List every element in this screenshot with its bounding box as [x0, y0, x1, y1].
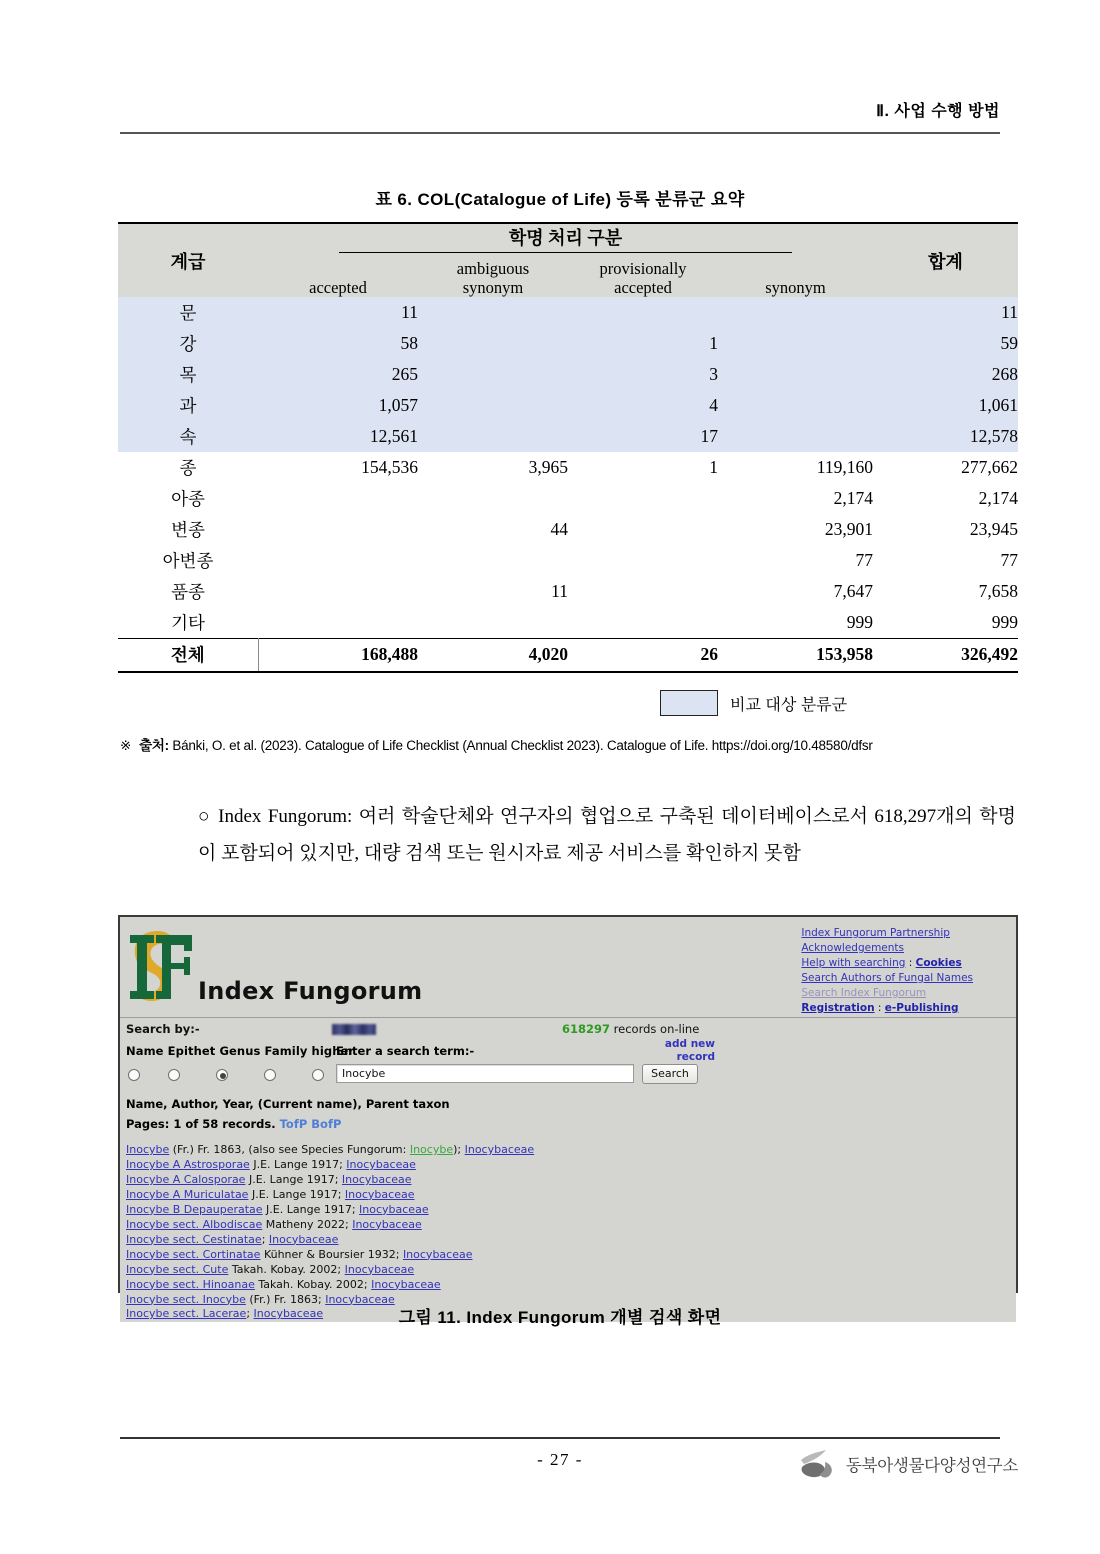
- result-parent-taxon-link[interactable]: Inocybaceae: [359, 1202, 429, 1216]
- result-author-year: J.E. Lange 1917;: [249, 1157, 347, 1171]
- cell-ambiguous-synonym: [418, 421, 568, 452]
- result-row: [126, 1233, 1016, 1248]
- cell-total: 277,662: [961, 457, 1018, 477]
- source-label: 출처:: [139, 738, 169, 753]
- results-list: [120, 1137, 1016, 1322]
- cell-rank: 변종: [171, 520, 205, 540]
- cell-accepted: 154,536: [361, 457, 418, 477]
- cell-synonym: 153,958: [718, 638, 873, 672]
- cell-provisionally-accepted: 1: [709, 457, 718, 477]
- result-author-year: J.E. Lange 1917;: [245, 1172, 342, 1186]
- result-parent-taxon-link[interactable]: Inocybaceae: [344, 1187, 415, 1201]
- result-author-year: ;: [261, 1232, 269, 1246]
- search-button[interactable]: Search: [642, 1064, 698, 1084]
- records-online: [562, 1022, 699, 1036]
- site-title: Index Fungorum: [198, 977, 423, 1005]
- records-count: 618297: [562, 1022, 611, 1036]
- cell-total: 2,174: [978, 488, 1018, 508]
- cell-accepted: 12,561: [258, 421, 418, 452]
- result-parent-taxon-link[interactable]: Inocybaceae: [253, 1307, 324, 1321]
- result-row: [126, 1278, 1016, 1293]
- table-row: [118, 359, 1018, 390]
- cell-synonym: 77: [855, 550, 873, 570]
- result-author-year: J.E. Lange 1917;: [248, 1187, 345, 1201]
- cell-synonym: 23,901: [824, 519, 873, 539]
- cell-ambiguous-synonym: [418, 359, 568, 390]
- result-name-link[interactable]: Inocybe A Astrosporae: [126, 1157, 250, 1171]
- cell-accepted: 11: [258, 297, 418, 328]
- table-row: [118, 576, 1018, 607]
- cell-ambiguous-synonym: 3,965: [528, 457, 568, 477]
- bullet-text: Index Fungorum: 여러 학술단체와 연구자의 협업으로 구축된 데이터베이스로서 618,297개의 학명이 포함되어 있지만, 대량 검색 또는 원시자료 제공 서비스를 확인하지 못함: [198, 806, 1016, 865]
- search-panel: [120, 1018, 1016, 1322]
- cell-total: 326,492: [873, 638, 1018, 672]
- cell-ambiguous-synonym: [418, 483, 568, 514]
- header-ambiguous-synonym: ambiguous synonym: [418, 253, 568, 297]
- nav-help-with-searching[interactable]: Help with searching: [801, 957, 906, 969]
- result-parent-taxon-link[interactable]: Inocybaceae: [344, 1262, 415, 1276]
- add-new-line2: record: [676, 1050, 715, 1063]
- cell-synonym: 119,160: [816, 457, 873, 477]
- cell-synonym: [718, 421, 873, 452]
- table-row: [118, 607, 1018, 638]
- header-provisionally-accepted: provisionally accepted: [568, 253, 718, 297]
- bullet-marker: ○: [198, 806, 212, 827]
- cell-total: 59: [873, 328, 1018, 359]
- cell-accepted: [258, 576, 418, 607]
- cell-rank: 아종: [171, 489, 205, 509]
- result-row: [126, 1263, 1016, 1278]
- result-parent-taxon-link[interactable]: Inocybaceae: [346, 1157, 416, 1171]
- radio-name[interactable]: [128, 1069, 140, 1081]
- table-row: [118, 483, 1018, 514]
- cell-total: 77: [1000, 550, 1018, 570]
- col-summary-table: [118, 222, 1018, 673]
- cell-rank: 강: [118, 328, 258, 359]
- legend-label: 비교 대상 분류군: [730, 696, 848, 714]
- result-name-link[interactable]: Inocybe B Depauperatae: [126, 1202, 263, 1216]
- cell-total: 268: [873, 359, 1018, 390]
- cell-total: 1,061: [873, 390, 1018, 421]
- cell-provisionally-accepted: 4: [568, 390, 718, 421]
- cell-provisionally-accepted: 1: [568, 328, 718, 359]
- cell-ambiguous-synonym: 11: [551, 581, 568, 601]
- cell-total: 12,578: [873, 421, 1018, 452]
- result-name-link[interactable]: Inocybe sect. Lacerae: [126, 1307, 247, 1321]
- table-row: [118, 328, 1018, 359]
- table-row: [118, 297, 1018, 328]
- header-synonym: synonym: [718, 253, 873, 297]
- bottom-of-page-link[interactable]: BofP: [311, 1117, 342, 1131]
- cell-provisionally-accepted: [568, 545, 718, 576]
- nav-acknowledgements[interactable]: Acknowledgements: [801, 942, 905, 954]
- result-parent-taxon-link[interactable]: Inocybaceae: [268, 1232, 339, 1246]
- radio-and-input-row: [120, 1064, 1016, 1094]
- cell-accepted: 58: [258, 328, 418, 359]
- cell-ambiguous-synonym: [418, 297, 568, 328]
- nav-registration[interactable]: Registration: [801, 1002, 875, 1014]
- result-name-link[interactable]: Inocybe sect. Cute: [126, 1262, 229, 1276]
- result-author-year: Kühner & Boursier 1932;: [260, 1247, 403, 1261]
- cell-total: 7,658: [978, 581, 1018, 601]
- result-author-year: Matheny 2022;: [262, 1217, 353, 1231]
- cell-synonym: [718, 390, 873, 421]
- result-parent-taxon-link[interactable]: Inocybaceae: [341, 1172, 412, 1186]
- result-author-year: ;: [246, 1307, 254, 1321]
- table-row: [118, 514, 1018, 545]
- site-header: [120, 917, 1016, 1017]
- result-row: [126, 1188, 1016, 1203]
- cell-accepted: [258, 545, 418, 576]
- result-parent-taxon-link[interactable]: Inocybaceae: [464, 1143, 535, 1156]
- table-caption: 표 6. COL(Catalogue of Life) 등록 분류군 요약: [375, 190, 745, 209]
- cell-rank: 아변종: [162, 551, 214, 571]
- cell-rank: 품종: [171, 582, 205, 602]
- result-row: [126, 1158, 1016, 1173]
- cell-synonym: [718, 328, 873, 359]
- nav-index-fungorum-partnership[interactable]: Index Fungorum Partnership: [801, 927, 950, 939]
- cell-provisionally-accepted: 17: [568, 421, 718, 452]
- cell-rank: 과: [118, 390, 258, 421]
- result-name-link[interactable]: Inocybe: [126, 1143, 170, 1156]
- cell-total: 23,945: [969, 519, 1018, 539]
- result-row: [126, 1248, 1016, 1263]
- table-head: [118, 223, 1018, 297]
- footer-divider: [120, 1437, 1000, 1439]
- cell-provisionally-accepted: [568, 483, 718, 514]
- result-species-fungorum-link[interactable]: Inocybe: [409, 1143, 454, 1156]
- source-note: [120, 734, 1020, 754]
- add-new-line1: add new: [664, 1038, 715, 1050]
- cell-rank: 기타: [171, 612, 205, 633]
- result-name-link[interactable]: Inocybe A Muriculatae: [126, 1187, 249, 1201]
- cell-accepted: 168,488: [258, 638, 418, 672]
- nav-cookies[interactable]: Cookies: [915, 957, 962, 969]
- result-tail: );: [453, 1143, 465, 1156]
- result-name-link[interactable]: Inocybe sect. Cestinatae: [126, 1232, 262, 1246]
- cell-ambiguous-synonym: [418, 607, 568, 638]
- page-number: - 27 -: [537, 1450, 583, 1469]
- results-columns-header: Name, Author, Year, (Current name), Parent taxon: [126, 1097, 450, 1111]
- table-summary-row: [118, 638, 1018, 672]
- nav-search-authors-of-fungal-names[interactable]: Search Authors of Fungal Names: [801, 972, 973, 984]
- result-author-year: (Fr.) Fr. 1863, (also see Species Fungorum:: [169, 1143, 410, 1156]
- cell-ambiguous-synonym: [418, 545, 568, 576]
- result-name-link[interactable]: Inocybe A Calosporae: [126, 1172, 246, 1186]
- cell-ambiguous-synonym: 4,020: [418, 638, 568, 672]
- cell-accepted: [258, 483, 418, 514]
- cell-accepted: [258, 607, 418, 638]
- result-author-year: (Fr.) Fr. 1863;: [245, 1292, 326, 1306]
- cell-rank: 속: [118, 421, 258, 452]
- nav-search-index-fungorum[interactable]: Search Index Fungorum: [801, 987, 927, 999]
- cell-provisionally-accepted: [568, 576, 718, 607]
- figure-caption: 그림 11. Index Fungorum 개별 검색 화면: [398, 1308, 722, 1327]
- source-text: Bánki, O. et al. (2023). Catalogue of Life Checklist (Annual Checklist 2023). Catalogue of Life. https://doi.org/10.48580/dfsr: [172, 738, 873, 753]
- cell-ambiguous-synonym: [418, 328, 568, 359]
- result-name-link[interactable]: Inocybe sect. Albodiscae: [126, 1217, 263, 1231]
- radio-higher[interactable]: [312, 1069, 324, 1081]
- nav-e-publishing[interactable]: e-Publishing: [884, 1002, 959, 1014]
- result-parent-taxon-link[interactable]: Inocybaceae: [352, 1217, 422, 1231]
- cell-rank: 종: [179, 458, 197, 478]
- bullet-paragraph: [198, 798, 1016, 872]
- cell-provisionally-accepted: [568, 607, 718, 638]
- cell-provisionally-accepted: 26: [568, 638, 718, 672]
- pages-row: [120, 1115, 1016, 1137]
- search-by-label: Search by:-: [126, 1022, 200, 1036]
- enter-search-term-label: Enter a search term:-: [336, 1044, 475, 1058]
- cell-rank: 목: [118, 359, 258, 390]
- result-author-year: Takah. Kobay. 2002;: [228, 1262, 345, 1276]
- header-divider: [120, 132, 1000, 134]
- result-name-link[interactable]: Inocybe sect. Inocybe: [126, 1292, 246, 1306]
- result-row: [126, 1218, 1016, 1233]
- site-nav: Index Fungorum Partnership Acknowledgements Help with searching : Cookies Search Authors of Fungal Names Search Index Fungorum Registration : e-Publishing: [801, 927, 973, 1014]
- top-of-page-link[interactable]: TofP: [279, 1117, 308, 1131]
- radio-group-labels: Name Epithet Genus Family higher: [126, 1044, 355, 1058]
- cell-accepted: 265: [258, 359, 418, 390]
- records-suffix: records on-line: [613, 1022, 700, 1036]
- cell-provisionally-accepted: 3: [568, 359, 718, 390]
- cell-ambiguous-synonym: [418, 390, 568, 421]
- cell-total: 11: [873, 297, 1018, 328]
- header-rank: 계급: [118, 223, 258, 297]
- result-author-year: Takah. Kobay. 2002;: [254, 1277, 372, 1291]
- radio-family[interactable]: [264, 1069, 276, 1081]
- radio-genus[interactable]: [216, 1069, 228, 1081]
- cell-rank: 문: [118, 297, 258, 328]
- source-mark: ※: [120, 738, 132, 753]
- cell-synonym: 2,174: [833, 488, 873, 508]
- result-author-year: J.E. Lange 1917;: [262, 1202, 360, 1216]
- result-parent-taxon-link[interactable]: Inocybaceae: [371, 1277, 441, 1291]
- redacted-text-chip: [332, 1024, 376, 1035]
- header-accepted: accepted: [258, 253, 418, 297]
- legend-color-swatch: [660, 690, 718, 716]
- result-parent-taxon-link[interactable]: Inocybaceae: [402, 1247, 473, 1261]
- pages-label: Pages: 1 of 58 records.: [126, 1117, 276, 1131]
- cell-provisionally-accepted: [568, 297, 718, 328]
- cell-synonym: 7,647: [833, 581, 873, 601]
- cell-provisionally-accepted: [568, 514, 718, 545]
- cell-synonym: [718, 359, 873, 390]
- institute-logo-icon: [798, 1447, 838, 1481]
- cell-ambiguous-synonym: 44: [550, 519, 568, 539]
- result-row: [126, 1203, 1016, 1218]
- result-row: [126, 1143, 1016, 1158]
- header-group-label: 학명 처리 구분: [339, 224, 792, 253]
- table-legend: [660, 690, 847, 716]
- cell-accepted: 1,057: [258, 390, 418, 421]
- index-fungorum-logo-icon: [124, 919, 196, 1011]
- header-group: [258, 223, 873, 253]
- cell-synonym: 999: [846, 611, 873, 632]
- field-labels-row: [120, 1040, 1016, 1064]
- result-name-link[interactable]: Inocybe sect. Cortinatae: [126, 1247, 261, 1261]
- running-head: Ⅱ. 사업 수행 방법: [876, 103, 1000, 120]
- institute-name: 동북아생물다양성연구소: [845, 1457, 1018, 1475]
- cell-rank: 전체: [118, 638, 258, 672]
- table-row: [118, 390, 1018, 421]
- cell-synonym: [718, 297, 873, 328]
- result-name-link[interactable]: Inocybe sect. Hinoanae: [126, 1277, 255, 1291]
- table-row: [118, 545, 1018, 576]
- institute-brand: [798, 1447, 1018, 1481]
- result-parent-taxon-link[interactable]: Inocybaceae: [325, 1292, 395, 1306]
- radio-epithet[interactable]: [168, 1069, 180, 1081]
- result-row: [126, 1173, 1016, 1188]
- cell-accepted: [258, 514, 418, 545]
- table-row: [118, 452, 1018, 483]
- col-summary-table-wrap: [118, 222, 1018, 673]
- header-total: 합계: [873, 223, 1018, 297]
- table-row: [118, 421, 1018, 452]
- cell-total: 999: [991, 611, 1018, 632]
- table-body: [118, 297, 1018, 672]
- search-input[interactable]: [336, 1064, 634, 1083]
